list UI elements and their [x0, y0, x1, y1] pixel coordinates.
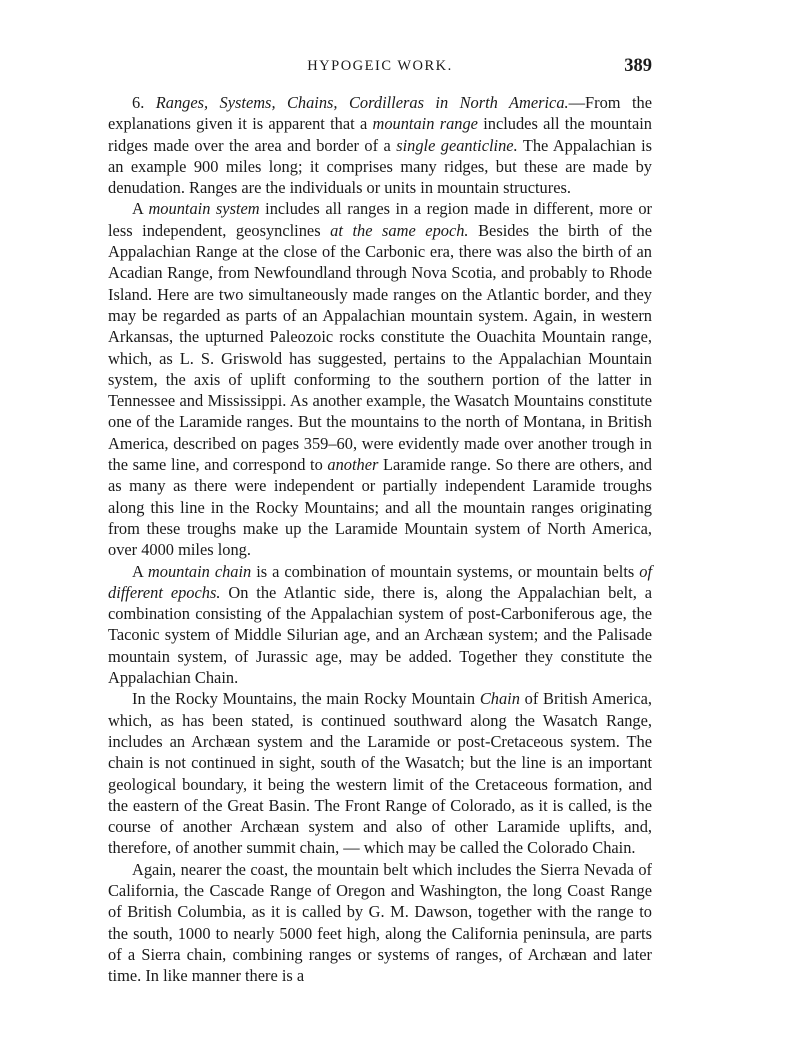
- italic-phrase: single geanticline.: [396, 135, 518, 155]
- italic-phrase: Chain: [479, 689, 520, 709]
- text-run: includes all the mountain ridges made over the area and border of a: [108, 114, 652, 155]
- text-run: On the Atlantic side, there is, along the Appalachian belt, a combination consisting of the Appalachian system of post-Carboniferous age, the Taconic system of Middle Silurian age, and an Archæan system; and the Palisade mountain system, of Jurassic age, may be added. Together they constitute the Appalachian Chain.: [108, 582, 652, 688]
- paragraph-rocky-mountains: [108, 688, 652, 858]
- text-run: A: [132, 199, 149, 219]
- paragraph-ranges: [108, 92, 652, 198]
- page-header: [108, 56, 652, 80]
- italic-phrase: Ranges, Systems, Chains, Cordilleras in North America.: [155, 93, 569, 112]
- page-number: 389: [624, 56, 652, 76]
- italic-phrase: mountain chain: [147, 561, 252, 581]
- text-run: of British America, which, as has been stated, is continued southward along the Wasatch Range, includes an Archæan system and the Laramide or post-Cretaceous system. The chain is not continued in sight, south of the Wasatch; but the line is an important geological boundary, it being the western limit of the Cretaceous formation, and the eastern of the Great Basin. The Front Range of Colorado, as it is called, is the course of another Archæan system and also of other Laramide uplifts, and, therefore, of another summit chain, — which may be called the Colorado Chain.: [108, 689, 652, 858]
- text-run: Laramide range. So there are others, and as many as there were independent or partially independent Laramide troughs along this line in the Rocky Mountains; and all the mountain ranges originating from these troughs make up the Laramide Mountain system of North America, over 4000 miles long.: [108, 455, 653, 560]
- paragraph-mountain-chain: [108, 561, 652, 689]
- paragraph-sierra-chain: [108, 859, 652, 987]
- italic-phrase: mountain range: [372, 114, 478, 134]
- italic-phrase: of different epochs.: [108, 561, 653, 602]
- running-head: HYPOGEIC WORK.: [307, 58, 453, 74]
- text-run: —From the explanations given it is apparent that a: [108, 93, 653, 134]
- text-run: Again, nearer the coast, the mountain belt which includes the Sierra Nevada of California, the Cascade Range of Oregon and Washington, the long Coast Range of British Columbia, as it is called by G. M. Dawson, together with the range to the south, 1000 to nearly 5000 feet high, along the California peninsula, are parts of a Sierra chain, combining ranges or systems of ranges, of Archæan and later time. In like manner there is a: [108, 859, 652, 986]
- text-run: A: [132, 561, 148, 581]
- italic-phrase: another: [327, 455, 379, 475]
- text-run: Besides the birth of the Appalachian Range at the close of the Carbonic era, there was also the birth of an Acadian Range, from Newfoundland through Nova Scotia, and probably to Rhode Island. Here are two simultaneously made ranges on the Atlantic border, and they may be regarded as parts of an Appalachian mountain system. Again, in western Arkansas, the upturned Paleozoic rocks constitute the Ouachita Mountain range, which, as L. S. Griswold has suggested, pertains to the Appalachian Mountain system, the axis of uplift conforming to the southern portion of the latter in Tennessee and Mississippi. As another example, the Wasatch Mountains constitute one of the Laramide ranges. But the mountains to the north of Montana, in British America, described on pages 359–60, were evidently made over another trough in the same line, and correspond to: [108, 220, 653, 475]
- text-run: In the Rocky Mountains, the main Rocky Mountain: [132, 689, 480, 709]
- body-text: [108, 92, 652, 986]
- paragraph-mountain-system: [108, 198, 652, 560]
- text-run: 6.: [132, 93, 156, 112]
- text-run: The Appalachian is an example 900 miles long; it comprises many ridges, but these are made by denudation. Ranges are the individuals or units in mountain structures.: [108, 135, 653, 198]
- text-run: is a combination of mountain systems, or mountain belts: [251, 561, 640, 581]
- italic-phrase: mountain system: [148, 199, 260, 219]
- italic-phrase: at the same epoch.: [330, 220, 469, 240]
- text-run: includes all ranges in a region made in different, more or less independent, geosynclines: [108, 199, 652, 240]
